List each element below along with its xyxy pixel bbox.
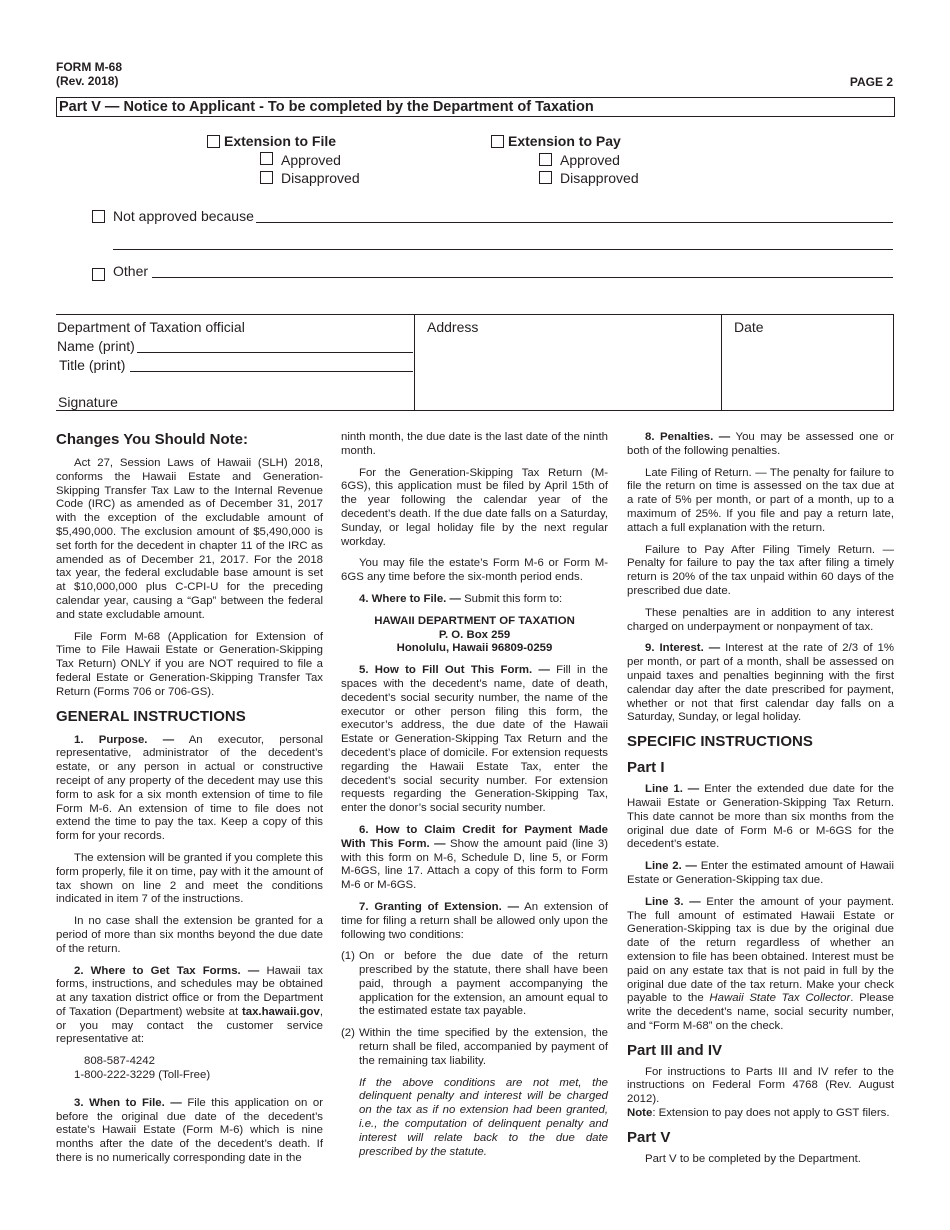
interest-head: 9. Interest. — [645, 642, 721, 655]
address-line-2: P. O. Box 259 [438, 628, 511, 641]
not-approved-label: Not approved because [113, 208, 254, 224]
failure-to-pay-paragraph: Failure to Pay After Filing Timely Return. — Penalty for failure to pay the tax after filing a timely return is 20% of the tax unpaid within 60 days of the prescribed due date. [627, 543, 894, 597]
line-2-paragraph: Line 2. — Enter the estimated amount of Hawaii Estate or Generation-Skipping tax due. [627, 860, 894, 886]
instructions-column-2 [341, 431, 608, 1167]
other-reason-line[interactable] [152, 277, 893, 278]
note-paragraph: Note: Extension to pay does not apply to GST filers. [627, 1107, 890, 1120]
address-line-1: HAWAII DEPARTMENT OF TAXATION [374, 614, 575, 627]
changes-paragraph-2: File Form M-68 (Application for Extension of Time to File Hawaii Estate or Generation-Skipping Tax Return) ONLY if you are NOT required to file a federal Estate or Generation-Skipping Transfer Tax Return (Forms 706 or 706-GS). [56, 630, 323, 698]
pay-approved-checkbox[interactable] [539, 153, 552, 166]
other-label: Other [113, 263, 149, 279]
condition-1: (1) On or before the due date of the return prescribed by the statute, there shall have been paid, through a payment accompanying the application for the extension, an amount equal to the estimated estate tax payable. [341, 950, 608, 1018]
other-checkbox[interactable] [92, 268, 105, 281]
granted-paragraph: The extension will be granted if you complete this form properly, file it on time, pay with it the amount of tax shown on line 2 and meet the conditions indicated in item 7 of the instructions. [56, 851, 323, 906]
extension-to-pay-checkbox[interactable] [491, 135, 504, 148]
changes-heading: Changes You Should Note: [56, 431, 248, 448]
part-v-heading: Part V [627, 1128, 671, 1146]
condition-2: (2) Within the time specified by the extension, the return shall be filed, accompanied by payment of the remaining tax liability. [341, 1027, 608, 1067]
claim-credit-paragraph: 6. How to Claim Credit for Payment Made With This Form. — Show the amount paid (line 3) with this form on M-6, Schedule D, line 5, or Form M-6GS, line 17. Attach a copy of this form to Form M-6 or M-6GS. [341, 823, 609, 892]
extension-to-pay-label: Extension to Pay [508, 133, 621, 149]
granting-head: 7. Granting of Extension. — [359, 900, 519, 913]
file-disapproved-label: Disapproved [281, 170, 360, 186]
interest-paragraph: 9. Interest. — Interest at the rate of 2/3 of 1% per month, or part of a month, shall be assessed on unpaid taxes and penalties beginning with the first calendar day after the date prescribed for payment, whether or not that first calendar day falls on a Saturday, Sunday, or legal holiday. [627, 642, 894, 724]
extension-to-file-checkbox[interactable] [207, 135, 220, 148]
address-label: Address [427, 319, 479, 335]
signature-label: Signature [58, 394, 118, 410]
not-approved-checkbox[interactable] [92, 210, 105, 223]
line-3-head: Line 3. — [645, 895, 701, 908]
website-link[interactable]: tax.hawaii.gov [241, 1005, 320, 1018]
not-approved-reason-line-2[interactable] [113, 249, 893, 250]
where-to-file-head: 4. Where to File. — [359, 592, 461, 605]
granting-paragraph: 7. Granting of Extension. — An extension of time for filing a return shall be allowed only upon the following two conditions: [341, 900, 609, 941]
penalties-head: 8. Penalties. — [645, 431, 731, 443]
form-number: FORM M-68 [56, 60, 122, 74]
line-1-head: Line 1. — [645, 783, 700, 796]
phone-local: 808-587-4242 [84, 1055, 155, 1068]
part-i-heading: Part I [627, 759, 665, 777]
how-to-fill-paragraph: 5. How to Fill Out This Form. — Fill in the spaces with the decedent’s name, date of death, decedent’s social security number, the name of the executor or other person filing this form, the executor’s address, the due date of the Hawaii Estate or Generation-Skipping Tax Return and the decedent’s place of domicile. For extension requests regarding the Hawaii Estate Tax, enter the decedent’s social security number. For extension requests regarding the Generation-Skipping Tax, enter the donor’s social security number. [341, 664, 608, 815]
part-v-title-bar [56, 97, 895, 117]
page-number: PAGE 2 [849, 75, 893, 89]
note-label: Note [627, 1107, 653, 1120]
address-line-3: Honolulu, Hawaii 96809-0259 [396, 642, 553, 655]
delinquent-note: If the above conditions are not met, the delinquent penalty and interest will be charged on the tax as if no extension had been granted, i.e., the computation of delinquent penalty and interest will relate back to the due date prescribed by the statute. [359, 1076, 608, 1158]
purpose-paragraph: 1. Purpose. — An executor, personal representative, administrator of the decedent’s estate, or any person in actual or constructive receipt of any property of the decedent may use this form to ask for a six month extension of time to file Form M-6. An extension of time to file does not extend the time to pay the tax. Keep a copy of this form for your records. [56, 733, 323, 843]
part-v-title: Part V — Notice to Applicant - To be completed by the Department of Taxation [59, 99, 594, 115]
where-to-file-paragraph: 4. Where to File. — Submit this form to: [359, 592, 563, 605]
title-print-label: Title (print) [59, 357, 126, 373]
phone-toll-free: 1-800-222-3229 (Toll-Free) [74, 1069, 211, 1082]
name-print-field[interactable] [137, 352, 413, 353]
title-print-field[interactable] [130, 371, 413, 372]
late-filing-paragraph: Late Filing of Return. — The penalty for failure to file the return on time is assessed on the tax due at a rate of 5% per month, or part of a month, up to a maximum of 25%. If you file and pay a return late, attach a full explanation with the return. [627, 466, 894, 534]
purpose-head: 1. Purpose. — [74, 733, 175, 746]
extension-to-file-label: Extension to File [224, 133, 337, 149]
part-iii-iv-heading: Part III and IV [627, 1041, 723, 1059]
file-disapproved-checkbox[interactable] [260, 171, 273, 184]
claim-credit-head: 6. How to Claim Credit for Payment Made With This Form. — [341, 823, 608, 850]
pay-disapproved-label: Disapproved [560, 170, 639, 186]
additional-penalties-paragraph: These penalties are in addition to any interest charged on underpayment or nonpayment of tax. [627, 606, 894, 633]
penalties-paragraph: 8. Penalties. — You may be assessed one or both of the following penalties. [627, 431, 894, 457]
specific-instructions-heading: SPECIFIC INSTRUCTIONS [627, 733, 813, 751]
when-to-file-head: 3. When to File. — [74, 1096, 182, 1109]
address-divider [414, 314, 415, 410]
date-label: Date [734, 319, 764, 335]
changes-paragraph-1: Act 27, Session Laws of Hawaii (SLH) 2018, conforms the Hawaii Estate and Generation-Skipping Transfer Tax Law to the Internal Revenue Code (IRC) as amended as of December 31, 2017 with the exception of the excludable amount of $5,490,000. The exclusion amount of $5,490,000 is set forth for the decedent in chapter 11 of the IRC as amended as of December 21, 2017. For the 2018 tax year, the federal excludable base amount is set at $10,000,000 plus C-CPI-U for the preceding calendar year, causing a “Gap” between the federal and state excludable amount. [56, 457, 323, 621]
part-iii-iv-paragraph: For instructions to Parts III and IV refer to the instructions on Federal Form 4768 (Rev. August 2012). [627, 1065, 894, 1106]
line-3-paragraph: Line 3. — Enter the amount of your payment. The full amount of estimated Hawaii Estate or Generation-Skipping tax is due by the original due date of the return regardless of whether an extension to file has been obtained. Interest must be paid on any estate tax that is not paid in full by the original due date of the tax return. Make your check payable to the Hawaii State Tax Collector. Please write the decedent’s name, social security number, and “Form M-68” on the check. [627, 895, 894, 1032]
line-2-head: Line 2. — [645, 860, 697, 873]
tax-collector-name: Hawaii State Tax Collector [709, 992, 851, 1005]
not-approved-reason-line-1[interactable] [256, 222, 893, 223]
where-to-get-paragraph: 2. Where to Get Tax Forms. — Hawaii tax forms, instructions, and schedules may be obtained at any taxation district office or from the Department of Taxation (Department) website at tax.hawaii.gov, or you may contact the customer service representative at: [56, 964, 323, 1046]
line-1-paragraph: Line 1. — Enter the extended due date for the Hawaii Estate or Generation-Skipping Tax Return. This date cannot be more than six months from the original due date of Form M-6 or M-6GS for the decedent’s estate. [627, 783, 894, 851]
no-case-paragraph: In no case shall the extension be granted for a period of more than six months beyond the due date of the return. [56, 915, 323, 955]
form-revision: (Rev. 2018) [56, 74, 119, 88]
file-approved-label: Approved [281, 152, 341, 168]
may-file-paragraph: You may file the estate’s Form M-6 or Form M-6GS any time before the six-month period ends. [341, 557, 608, 584]
ninth-month-paragraph: ninth month, the due date is the last date of the ninth month. [341, 431, 608, 457]
where-to-get-head: 2. Where to Get Tax Forms. — [74, 964, 260, 977]
part-v-paragraph: Part V to be completed by the Department. [645, 1152, 861, 1165]
file-approved-checkbox[interactable] [260, 152, 273, 165]
when-to-file-paragraph: 3. When to File. — File this application on or before the original due date of the decedent’s estate’s Hawaii Estate (Form M-6) which is nine months after the date of the decedent’s death. If there is no numerically corresponding date in the [56, 1096, 323, 1165]
official-label: Department of Taxation official [57, 319, 245, 335]
how-to-fill-head: 5. How to Fill Out This Form. — [359, 664, 550, 677]
date-divider [721, 314, 722, 410]
pay-disapproved-checkbox[interactable] [539, 171, 552, 184]
pay-approved-label: Approved [560, 152, 620, 168]
instructions-column-3 [627, 431, 894, 1175]
instructions-column-1 [56, 431, 323, 1174]
gst-paragraph: For the Generation-Skipping Tax Return (M-6GS), this application must be filed by April 15th of the year following the calendar year of the decedent’s death. If the due date falls on a Saturday, Sunday, or legal holiday file by the next regular workday. [341, 466, 608, 548]
name-print-label: Name (print) [57, 338, 135, 354]
general-instructions-heading: GENERAL INSTRUCTIONS [56, 707, 246, 725]
